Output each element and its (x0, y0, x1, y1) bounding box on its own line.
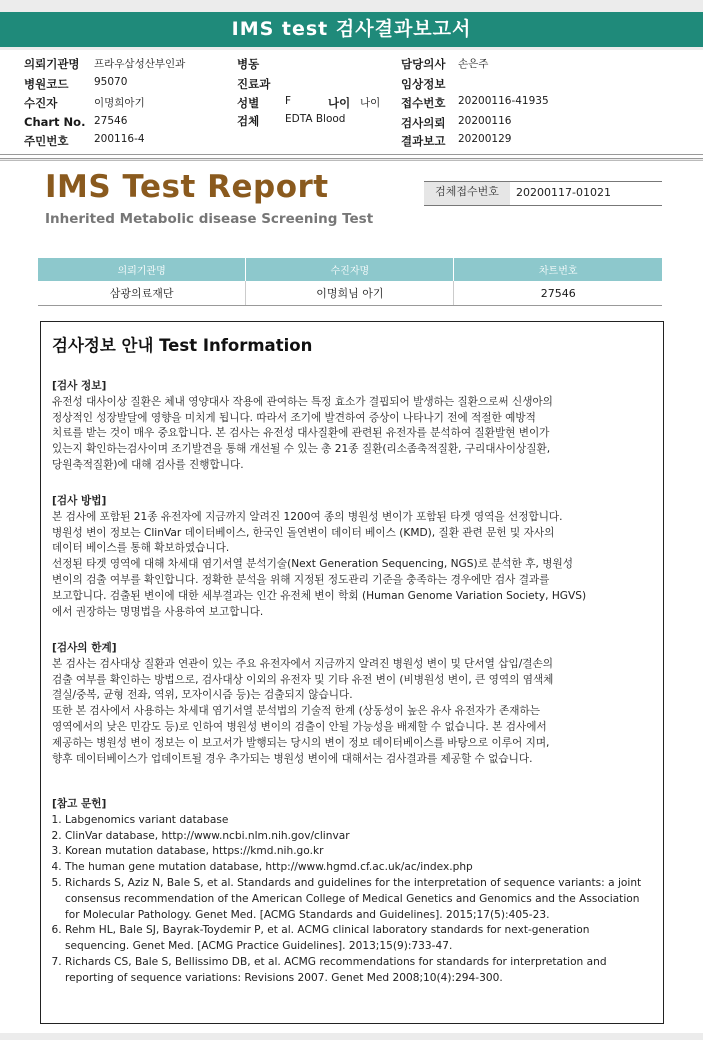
info-value: EDTA Blood (285, 113, 346, 125)
test-information-box (40, 321, 664, 1024)
references-list (52, 813, 656, 987)
info-value: 이명희아기 (94, 97, 145, 109)
info-row (24, 133, 145, 149)
request-number-value: 20200117-01021 (516, 186, 611, 199)
paragraph-line: 본 검사에 포함된 21종 유전자에 지금까지 알려진 1200여 종의 병원성 변이가 포함된 타겟 영역을 선정합니다. (52, 510, 563, 523)
info-label: 주민번호 (24, 134, 69, 148)
table-cell: 삼광의료재단 (38, 281, 246, 306)
paragraph-line: 제공하는 병원성 변이 정보는 이 보고서가 발행되는 당시의 변이 정보 데이터베이스를 바탕으로 이루어 지며, (52, 736, 550, 749)
column-header: 수진자명 (246, 258, 454, 281)
info-label: 검사의뢰 (401, 116, 446, 130)
table-cell: 27546 (454, 281, 662, 306)
info-value: 나이 (360, 97, 381, 109)
reference-item: 1. Labgenomics variant database (65, 813, 656, 829)
reference-item: 3. Korean mutation database, https://kmd.nih.go.kr (65, 844, 656, 860)
age-row (328, 95, 381, 111)
reference-item: 7. Richards CS, Bale S, Bellissimo DB, et al. ACMG recommendations for standards for interpretation and reporting of sequence variations: Revisions 2007. Genet Med 2008;10(4):294-300. (65, 955, 656, 987)
info-label: Chart No. (24, 115, 86, 129)
paragraph-line: 향후 데이터베이스가 업데이트될 경우 추가되는 병원성 변이에 대해서는 검사결과를 제공할 수 없습니다. (52, 752, 533, 765)
table-header-row (38, 258, 662, 281)
paragraph-line: 정상적인 성장발달에 영향을 미치게 됩니다. 따라서 조기에 발견하여 증상이 나타나기 전에 적절한 예방적 (52, 411, 536, 424)
report-title: IMS Test Report (45, 169, 329, 205)
paragraph-line: 변이의 검출 여부를 확인합니다. 정확한 분석을 위해 지정된 정도관리 기준을 충족하는 경우에만 검사 결과를 (52, 573, 550, 586)
section-title: [검사 정보] (52, 380, 107, 392)
section-test-info (52, 379, 652, 474)
paragraph-line: 영역에서의 낮은 민감도 등)로 인하여 병원성 변이의 검출이 안될 가능성을 배제할 수 없습니다. 본 검사에서 (52, 720, 547, 733)
paragraph-line: 보고합니다. 검출된 변이에 대한 세부결과는 인간 유전체 변이 학회 (Human Genome Variation Society, HGVS) (52, 589, 587, 602)
section-title: [검사의 한계] (52, 642, 117, 654)
paragraph-line: 에서 권장하는 명명법을 사용하여 보고합니다. (52, 605, 264, 618)
paragraph-line: 결실/중복, 균형 전좌, 역위, 모자이시즘 등)는 검출되지 않습니다. (52, 689, 353, 702)
info-value: 20200116-41935 (458, 95, 549, 107)
info-value: 20200129 (458, 133, 512, 145)
request-number-box (424, 181, 662, 206)
info-row (24, 76, 128, 92)
report-subtitle: Inherited Metabolic disease Screening Test (45, 211, 374, 227)
info-row (24, 56, 186, 72)
paragraph-line: 병원성 변이 정보는 ClinVar 데이터베이스, 한국인 돌연변이 데이터 베이스 (KMD), 질환 관련 문헌 및 자사의 (52, 526, 555, 539)
paragraph-line: 있는지 확인하는검사이며 조기발견을 통해 개선될 수 있는 총 21종 질환(리소좀축적질환, 구리대사이상질환, (52, 443, 551, 456)
reference-item: 2. ClinVar database, http://www.ncbi.nlm.nih.gov/clinvar (65, 829, 656, 845)
section-title: [참고 문헌] (52, 798, 107, 810)
info-row (237, 95, 292, 111)
request-number-label: 검체접수번호 (424, 182, 510, 205)
paragraph-line: 검출 여부를 확인하는 방법으로, 검사대상 이외의 유전자 및 기타 유전 변이 (비병원성 변이, 큰 영역의 염색체 (52, 673, 554, 686)
info-row (237, 76, 270, 92)
info-value: 200116-4 (94, 133, 145, 145)
info-row (237, 56, 259, 72)
info-row (24, 95, 145, 111)
paragraph-line: 유전성 대사이상 질환은 체내 영양대사 작용에 관여하는 특정 효소가 결핍되어 발생하는 질환으로써 신생아의 (52, 395, 553, 408)
info-value: 95070 (94, 76, 128, 88)
paragraph-line: 본 검사는 검사대상 질환과 연관이 있는 주요 유전자에서 지금까지 알려진 병원성 변이 및 단서열 삽입/결손의 (52, 657, 553, 670)
reference-item: 5. Richards S, Aziz N, Bale S, et al. Standards and guidelines for the interpretation of sequence variants: a joint consensus recommendation of the American College of Medical Genetics and Genomics and the Association for Molecular Pathology. Genet Med. [ACMG Standards and Guidelines]. 2015;17(5):405-23. (65, 876, 656, 923)
column-header: 의뢰기관명 (38, 258, 246, 281)
paragraph-line: 데이터 베이스를 통해 확보하였습니다. (52, 542, 230, 555)
info-row (24, 115, 128, 129)
info-value: 20200116 (458, 115, 512, 127)
info-label: 검체 (237, 114, 260, 128)
info-label: 나이 (328, 96, 351, 110)
paragraph-line: 선정된 타겟 영역에 대해 차세대 염기서열 분석기술(Next Generation Sequencing, NGS)로 분석한 후, 병원성 (52, 558, 573, 571)
references-section (52, 797, 656, 987)
section-test-limitations (52, 641, 652, 767)
info-row (401, 76, 445, 92)
paragraph-line: 당원축적질환)에 대해 검사를 진행합니다. (52, 458, 244, 471)
info-label: 임상정보 (401, 77, 446, 91)
info-label: 수진자 (24, 96, 58, 110)
institution-table (38, 258, 662, 306)
info-row (401, 56, 489, 72)
info-label: 병원코드 (24, 77, 69, 91)
report-page (0, 160, 703, 1033)
info-label: 결과보고 (401, 134, 446, 148)
section-title: [검사 방법] (52, 495, 107, 507)
table-row (38, 281, 662, 306)
info-row (401, 133, 512, 149)
info-label: 병동 (237, 57, 260, 71)
info-label: 성별 (237, 96, 260, 110)
info-value: 손은주 (458, 58, 489, 70)
info-label: 담당의사 (401, 57, 446, 71)
paragraph-line: 치료를 받는 것이 매우 중요합니다. 본 검사는 유전성 대사질환에 관련된 유전자를 분석하여 질환발현 변이가 (52, 427, 550, 440)
section-divider (0, 154, 703, 159)
test-information-heading: 검사정보 안내 Test Information (52, 336, 313, 355)
info-value: 27546 (94, 115, 128, 127)
info-row (401, 115, 512, 131)
reference-item: 6. Rehm HL, Bale SJ, Bayrak-Toydemir P, et al. ACMG clinical laboratory standards for next-generation sequencing. Genet Med. [ACMG Practice Guidelines]. 2013;15(9):733-47. (65, 923, 656, 955)
info-label: 의뢰기관명 (24, 57, 80, 71)
info-label: 접수번호 (401, 96, 446, 110)
reference-item: 4. The human gene mutation database, http://www.hgmd.cf.ac.uk/ac/index.php (65, 860, 656, 876)
info-value: F (285, 95, 292, 107)
info-label: 진료과 (237, 77, 271, 91)
section-test-method (52, 494, 652, 620)
report-header-title: IMS test 검사결과보고서 (0, 12, 703, 47)
paragraph-line: 또한 본 검사에서 사용하는 차세대 염기서열 분석법의 기술적 한계 (상동성이 높은 유사 유전자가 존재하는 (52, 705, 540, 718)
patient-info-panel (0, 50, 703, 154)
table-cell: 이명희님 아기 (246, 281, 454, 306)
info-row (237, 113, 346, 129)
info-row (401, 95, 549, 111)
info-value: 프라우삼성산부인과 (94, 58, 186, 70)
column-header: 차트번호 (454, 258, 662, 281)
